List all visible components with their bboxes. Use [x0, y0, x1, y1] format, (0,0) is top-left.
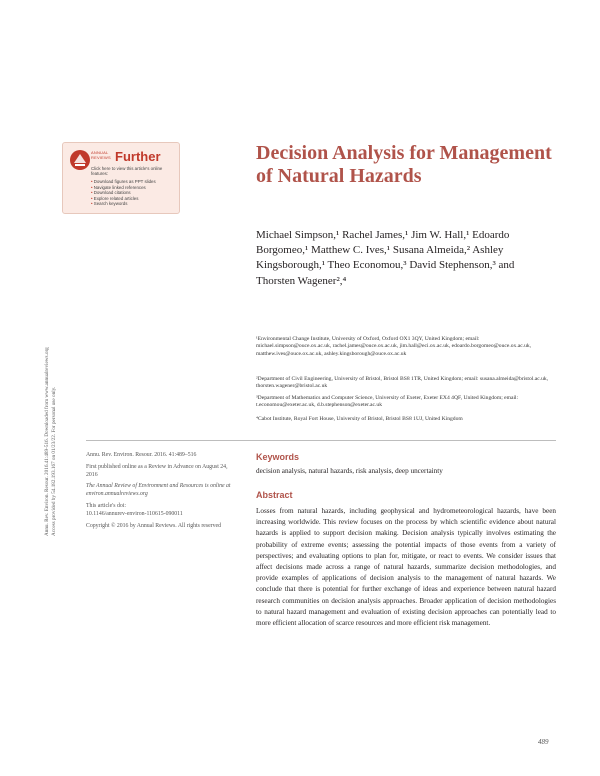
abstract-text: Losses from natural hazards, including geophysical and hydrometeorological hazards, have been increasing worldwide. This review focuses on the process by which scientific evidence about natural hazards is applied to support decision making. Decision analysis typically involves estimating the probability of extreme events; assessing the potential impacts of those events from a variety of perspectives; and evaluating options to plan for, mitigate, or react to events. We consider issues that affect decisions made across a range of natural hazards, summarize decision methodologies, and provide examples of applications of decision analysis to the management of natural hazards. We conclude that there is potential for further exchange of ideas and experience between natural hazard research communities on decision analysis approaches. Broader application of decision methodologies to natural hazard management and evaluation of existing decision approaches can potentially lead to more efficient allocation of scarce resources and more efficient risk management.	[256, 507, 556, 628]
keywords-heading: Keywords	[256, 452, 300, 462]
article-title: Decision Analysis for Management of Natural Hazards	[256, 142, 552, 187]
feature-item[interactable]: • Download citations	[91, 190, 156, 196]
author-list: Michael Simpson,¹ Rachel James,¹ Jim W. Hall,¹ Edoardo Borgomeo,¹ Matthew C. Ives,¹ Susana Almeida,² Ashley Kingsborough,¹ Theo Economou,³ David Stephenson,³ and Thorsten Wagener²,⁴	[256, 229, 515, 287]
feature-item[interactable]: • Explore related articles	[91, 196, 156, 202]
abstract-heading: Abstract	[256, 490, 293, 500]
further-features-box[interactable]	[62, 142, 180, 214]
further-subtitle: Click here to view this article's online features:	[91, 166, 163, 177]
affiliation-1: ¹Environmental Change Institute, University of Oxford, Oxford OX1 3QY, United Kingdom; email: michael.simpson@ouce.ox.ac.uk, rachel.james@ouce.ox.ac.uk, jim.hall@eci.ox.ac.uk, edoardo.borgomeo@ouce.ox.ac.uk, matthew.ives@ouce.ox.ac.uk, ashley.kingsborough@ouce.ox.ac.uk	[256, 336, 532, 357]
doi-label: This article's doi:	[86, 502, 127, 509]
doi-block	[86, 503, 236, 519]
article-metadata	[86, 452, 236, 534]
further-wordmark: Further	[115, 149, 161, 164]
first-published: First published online as a Review in Advance on August 24, 2016	[86, 463, 228, 478]
feature-item[interactable]: • Search keywords	[91, 201, 156, 207]
citation: Annu. Rev. Environ. Resour. 2016. 41:489–516	[86, 452, 197, 458]
copyright: Copyright © 2016 by Annual Reviews. All rights reserved	[86, 522, 221, 529]
affiliation-2: ²Department of Civil Engineering, University of Bristol, Bristol BS8 1TR, United Kingdom; email: susana.almeida@bristol.ac.uk, thorsten.wagener@bristol.ac.uk	[256, 376, 549, 390]
annual-reviews-logo-icon	[69, 149, 91, 171]
page-number: 489	[538, 738, 549, 746]
doi-link[interactable]: 10.1146/annurev-environ-110615-090011	[86, 510, 183, 517]
affiliation-4: ⁴Cabot Institute, Royal Fort House, University of Bristol, Bristol BS8 1UJ, United Kingdom	[256, 416, 463, 422]
download-notice	[44, 196, 84, 536]
download-notice-line-2: Access provided by 54.182.193.167 on 01/23/22. For personal use only.	[51, 386, 58, 536]
feature-item[interactable]: • Download figures as PPT slides	[91, 179, 156, 185]
further-feature-list	[91, 179, 156, 207]
section-divider	[86, 440, 556, 441]
affiliation-3: ³Department of Mathematics and Computer Science, University of Exeter, Exeter EX4 4QF, United Kingdom; email: t.economou@exeter.ac.uk, d.b.stephenson@exeter.ac.uk	[256, 395, 519, 409]
keywords-list: decision analysis, natural hazards, risk analysis, deep uncertainty	[256, 467, 443, 475]
download-notice-line-1: Annu. Rev. Environ. Resour. 2016.41:489-516. Downloaded from www.annualreviews.org	[44, 347, 50, 536]
brand-label: ANNUAL REVIEWS	[91, 150, 111, 160]
feature-item[interactable]: • Navigate linked references	[91, 185, 156, 191]
journal-online-note: The Annual Review of Environment and Resources is online at environ.annualreviews.org	[86, 483, 231, 498]
